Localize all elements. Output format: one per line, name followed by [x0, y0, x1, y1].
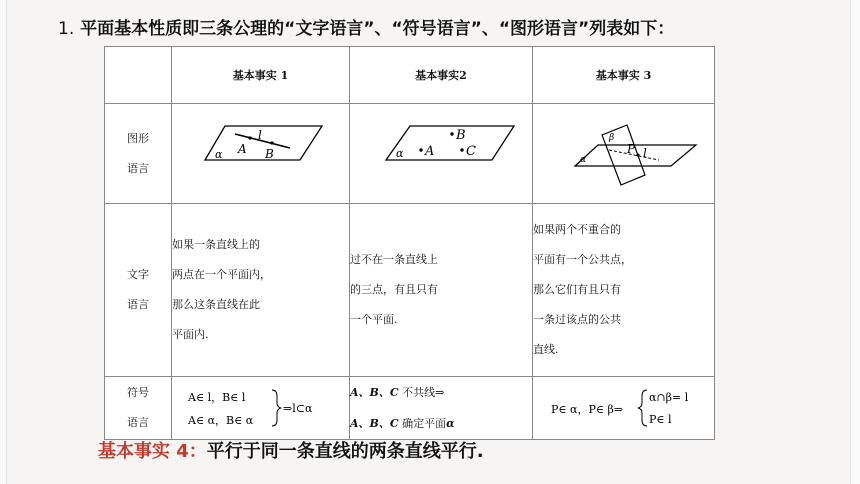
right-slide-edge	[850, 0, 860, 484]
point-p-label: P	[627, 142, 636, 156]
symbol-fact-3	[533, 377, 715, 440]
graphic-row	[105, 104, 715, 204]
plane-alpha-label: α	[580, 155, 587, 165]
point-c-label: C	[466, 144, 476, 159]
page-heading	[58, 14, 674, 39]
text-row-label: 文字 语言	[105, 204, 172, 377]
fact1-diagram	[172, 104, 350, 199]
point-b-label: B	[456, 128, 466, 143]
diagram-cell-fact-3	[533, 104, 715, 204]
svg-text:A∈ l，B∈ l: A∈ l，B∈ l	[188, 391, 246, 404]
line-l-label: l	[643, 146, 647, 160]
point-b-label: B	[265, 147, 274, 161]
point-b-dot	[270, 141, 273, 144]
symbol-row-label: 符号 语言	[105, 377, 172, 440]
left-slide-edge	[0, 0, 7, 484]
table-header-row	[105, 47, 715, 104]
heading-text: 平面基本性质即三条公理的“文字语言”、“符号语言”、“图形语言”列表如下：	[80, 19, 675, 39]
text-row	[105, 204, 715, 377]
point-p-dot	[637, 154, 640, 157]
text-fact-2: 过不在一条直线上 的三点，有且只有 一个平面.	[350, 204, 533, 377]
point-a-dot	[419, 148, 422, 151]
header-fact-1: 基本事实 1	[172, 47, 350, 104]
footer-text: 平行于同一条直线的两条直线平行.	[206, 441, 484, 462]
svg-text:P∈ α，P∈ β⇒: P∈ α，P∈ β⇒	[550, 403, 623, 416]
fact1-formula	[188, 384, 324, 432]
plane-alpha-label: α	[396, 147, 404, 160]
footer-label: 基本事实 4：	[98, 441, 207, 462]
point-a-dot	[248, 136, 251, 139]
svg-text:⇒l⊂α: ⇒l⊂α	[283, 402, 313, 415]
svg-text:α∩β= l: α∩β= l	[648, 391, 688, 404]
point-a-label: A	[238, 142, 247, 156]
symbol-fact-1	[172, 377, 350, 440]
header-fact-3: 基本事实 3	[533, 47, 715, 104]
axioms-table	[104, 46, 715, 440]
fact3-formula	[551, 386, 697, 430]
point-a-label: A	[425, 144, 435, 159]
plane-beta-label: β	[609, 133, 615, 143]
footer-fact-4	[98, 437, 484, 463]
svg-text:A∈ α，B∈ α: A∈ α，B∈ α	[188, 414, 254, 427]
point-c-dot	[460, 148, 463, 151]
heading-number: 1.	[58, 19, 75, 39]
symbol-row	[105, 377, 715, 440]
diagram-cell-fact-1	[172, 104, 350, 204]
diagram-cell-fact-2	[350, 104, 533, 204]
text-fact-3: 如果两个不重合的 平面有一个公共点， 那么它们有且只有 一条过该点的公共 直线.	[533, 204, 715, 377]
header-fact-2: 基本事实2	[350, 47, 533, 104]
fact3-diagram	[533, 104, 715, 199]
symbol-fact-2: A、B、C 不共线⇒ A、B、C 确定平面α	[350, 377, 533, 440]
graphic-row-label: 图形 语言	[105, 104, 172, 204]
fact2-diagram	[350, 104, 533, 199]
text-fact-1: 如果一条直线上的 两点在一个平面内， 那么这条直线在此 平面内.	[172, 204, 350, 377]
left-brace	[638, 390, 647, 426]
corner-cell	[105, 47, 172, 104]
plane-parallelogram	[386, 126, 514, 160]
line-l-label: l	[258, 128, 262, 142]
right-brace	[272, 390, 281, 426]
plane-alpha-label: α	[215, 148, 223, 161]
svg-text:P∈ l: P∈ l	[648, 413, 672, 426]
point-b-dot	[450, 132, 453, 135]
